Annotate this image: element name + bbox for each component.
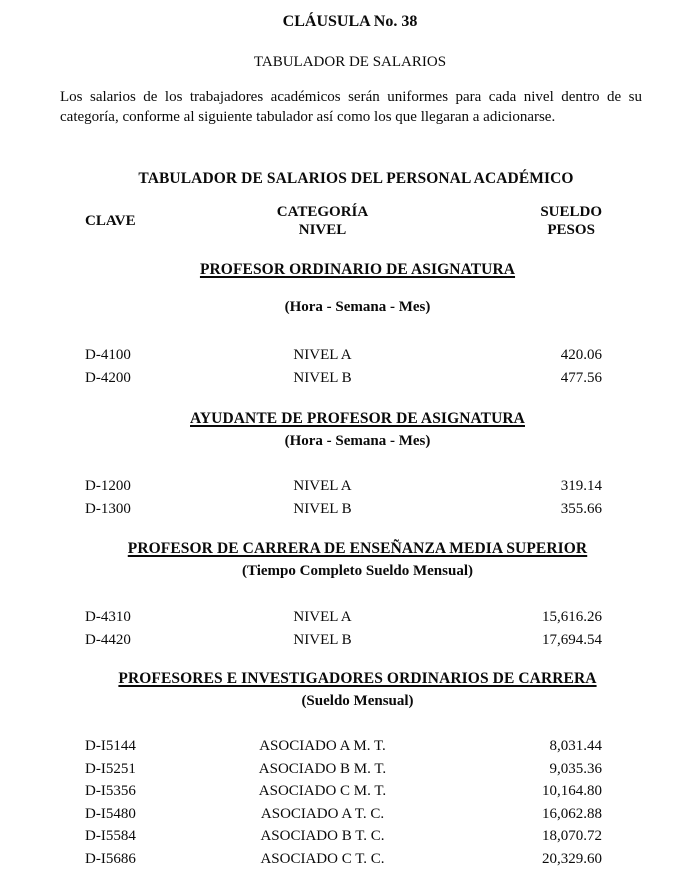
sueldo-cell: 16,062.88: [542, 805, 602, 822]
section-rows: [0, 344, 700, 389]
sueldo-cell: 10,164.80: [542, 783, 602, 799]
clause-title: CLÁUSULA No. 38: [282, 13, 418, 30]
categoria-cell: NIVEL B: [293, 631, 352, 648]
table-row: [0, 780, 700, 803]
intro-paragraph: Los salarios de los trabajadores académicos serán uniformes para cada nivel dentro de su categoría, conforme al siguiente tabulador así como los que llegaran a adicionarse.: [60, 89, 642, 125]
table-title: TABULADOR DE SALARIOS DEL PERSONAL ACADÉMICO: [138, 170, 574, 187]
section-rows: [0, 475, 700, 520]
categoria-cell: NIVEL B: [293, 500, 352, 517]
document-subtitle: TABULADOR DE SALARIOS: [253, 54, 447, 70]
clave-cell: D-4310: [85, 609, 131, 625]
section-heading: [0, 670, 700, 688]
section-subheading: (Hora - Semana - Mes): [284, 433, 431, 449]
table-row: [0, 498, 700, 521]
column-header-sueldo: [475, 203, 602, 239]
clave-cell: D-I5356: [85, 783, 136, 799]
column-header-clave: CLAVE: [85, 213, 136, 229]
sueldo-cell: 9,035.36: [549, 760, 602, 777]
table-row: [0, 344, 700, 367]
categoria-cell: ASOCIADO A M. T.: [259, 738, 386, 754]
table-row: [0, 367, 700, 390]
table-row: [0, 758, 700, 781]
categoria-header-stack: [277, 203, 368, 239]
section-heading: [0, 540, 700, 558]
categoria-cell: ASOCIADO A T. C.: [260, 805, 385, 822]
categoria-cell: NIVEL A: [293, 347, 352, 363]
categoria-header-line1: CATEGORÍA: [276, 204, 369, 220]
table-row: [0, 475, 700, 498]
clave-cell: D-1300: [85, 500, 131, 517]
salary-section-profesor-carrera-ems: [0, 540, 700, 651]
sueldo-cell: 20,329.60: [542, 850, 602, 867]
section-heading-text: PROFESOR ORDINARIO DE ASIGNATURA: [199, 261, 516, 278]
sueldo-cell: 15,616.26: [542, 609, 602, 625]
clave-cell: D-I5480: [85, 805, 136, 822]
clave-cell: D-I5686: [85, 850, 136, 867]
categoria-cell: ASOCIADO B T. C.: [260, 828, 385, 844]
clave-cell: D-I5584: [85, 828, 136, 844]
categoria-cell: NIVEL A: [293, 478, 352, 494]
sueldo-cell: 17,694.54: [542, 631, 602, 648]
section-rows: [0, 735, 700, 870]
section-heading: [0, 261, 700, 279]
categoria-header-line2: NIVEL: [298, 222, 347, 238]
table-row: [0, 735, 700, 758]
clave-cell: D-4420: [85, 631, 131, 648]
section-heading-text: PROFESORES E INVESTIGADORES ORDINARIOS DE CARRERA: [118, 670, 597, 687]
categoria-cell: ASOCIADO B M. T.: [258, 760, 387, 777]
categoria-cell: NIVEL A: [293, 609, 352, 625]
document-page: [0, 13, 700, 893]
salary-section-ayudante-profesor: [0, 410, 700, 520]
section-heading-text: AYUDANTE DE PROFESOR DE ASIGNATURA: [190, 410, 525, 427]
table-row: [0, 803, 700, 826]
table-row: [0, 848, 700, 871]
clave-cell: D-1200: [85, 478, 131, 494]
sueldo-cell: 319.14: [560, 478, 602, 494]
sueldo-cell: 8,031.44: [549, 738, 602, 754]
categoria-cell: NIVEL B: [293, 369, 352, 386]
categoria-cell: ASOCIADO C T. C.: [260, 850, 385, 867]
table-row: [0, 606, 700, 629]
table-row: [0, 825, 700, 848]
categoria-cell: ASOCIADO C M. T.: [258, 783, 387, 799]
section-heading: [0, 410, 700, 428]
sueldo-cell: 477.56: [560, 369, 602, 386]
sueldo-header-line2: PESOS: [547, 222, 595, 238]
clave-cell: D-4200: [85, 369, 131, 386]
column-header-categoria: [170, 203, 475, 239]
table-column-headers: [0, 203, 700, 239]
clave-cell: D-I5251: [85, 760, 136, 777]
section-subheading: (Hora - Semana - Mes): [284, 299, 431, 315]
salary-section-profesor-ordinario: [0, 261, 700, 389]
section-rows: [0, 606, 700, 651]
section-heading-text: PROFESOR DE CARRERA DE ENSEÑANZA MEDIA SUPERIOR: [127, 540, 588, 557]
table-row: [0, 629, 700, 652]
sueldo-cell: 420.06: [560, 347, 602, 363]
sueldo-header-stack: [540, 203, 602, 239]
clave-cell: D-I5144: [85, 738, 136, 754]
salary-section-profesores-investigadores: [0, 670, 700, 870]
sueldo-header-line1: SUELDO: [540, 204, 602, 220]
section-subheading: (Tiempo Completo Sueldo Mensual): [242, 563, 473, 579]
sueldo-cell: 355.66: [560, 500, 602, 517]
section-subheading: (Sueldo Mensual): [301, 693, 414, 709]
clave-cell: D-4100: [85, 347, 131, 363]
sueldo-cell: 18,070.72: [542, 828, 602, 844]
